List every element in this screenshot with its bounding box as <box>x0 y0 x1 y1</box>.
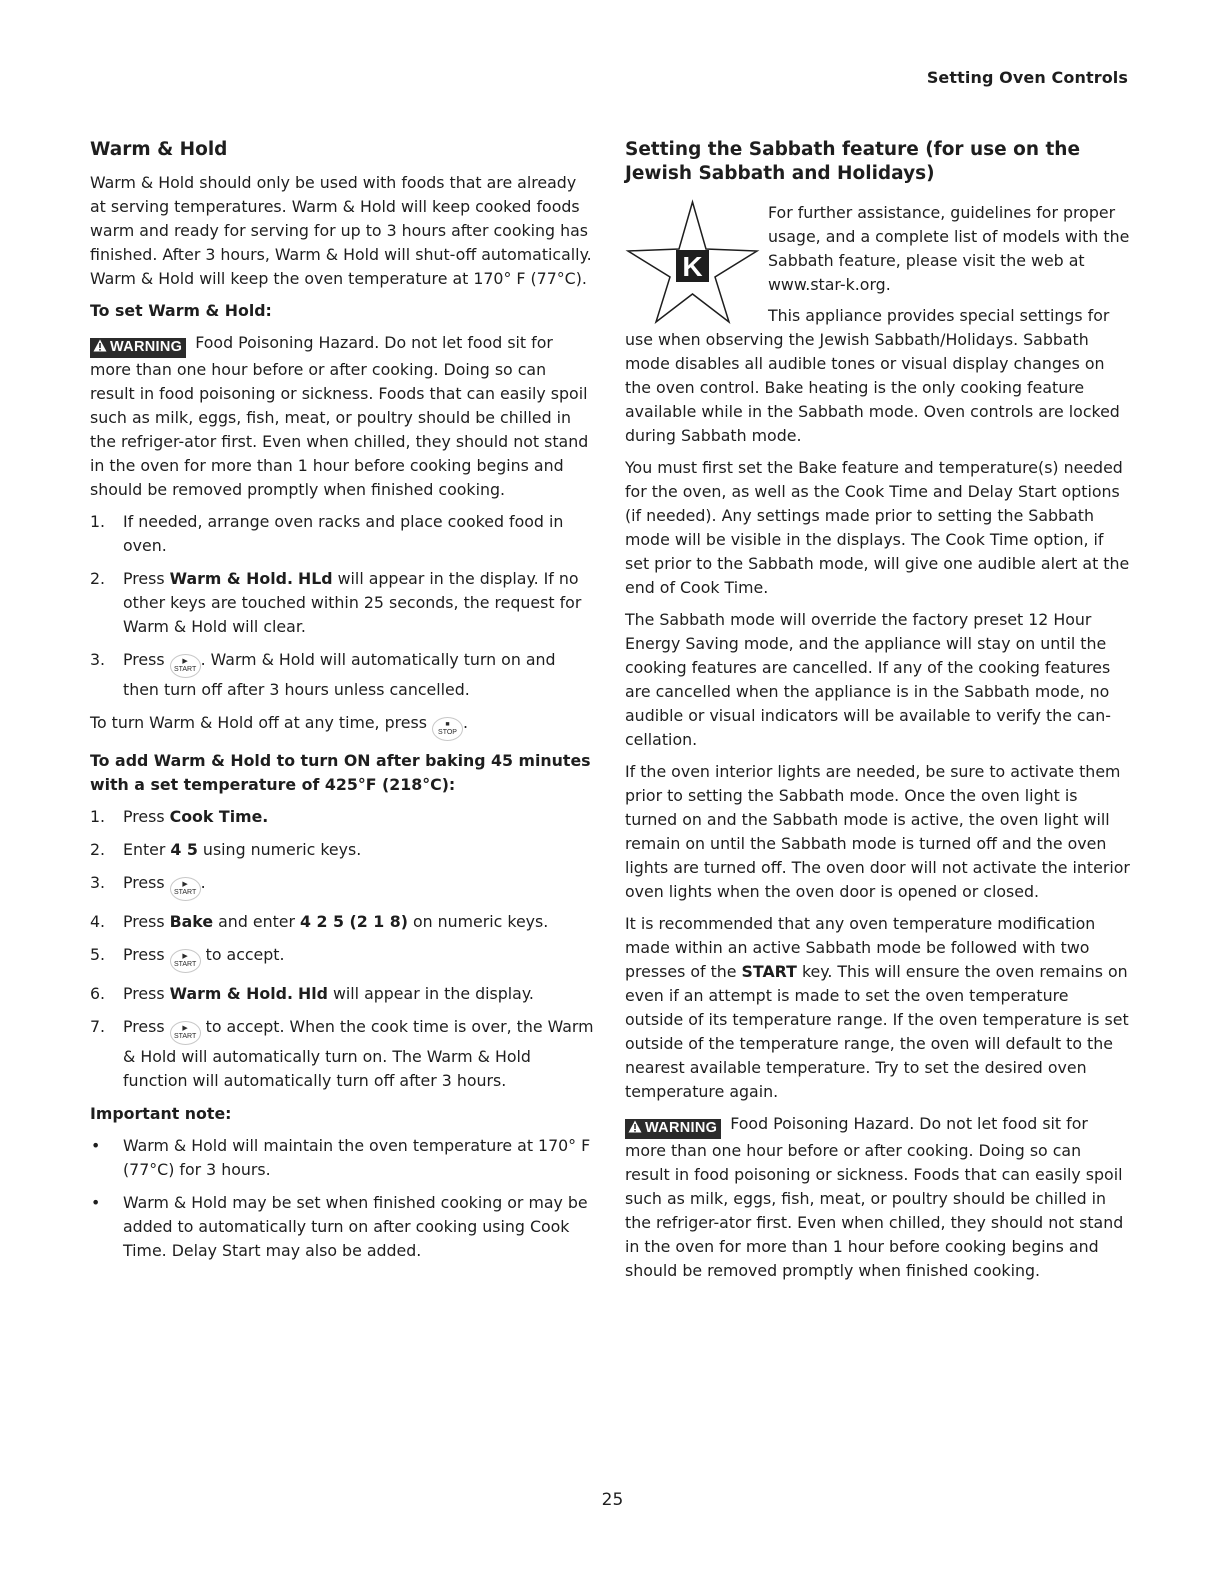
warning-triangle-icon <box>93 339 107 357</box>
step-number: 1. <box>90 512 106 531</box>
start-key-icon: ▶ START <box>170 949 201 973</box>
list-item <box>90 910 595 934</box>
note-text: Warm & Hold may be set when finished cooking or may be added to automatically turn on after cooking using Cook Time. Delay Start may also be added. <box>123 1193 588 1260</box>
display-code: Hld <box>297 984 328 1003</box>
warning-text: Food Poisoning Hazard. Do not let food sit for more than one hour before or after cooking. Doing so can result in food poisoning or sickness. Foods that can easily spoil such as milk, eggs, fish, meat, or poultry should be chilled in the refriger-ator first. Even when chilled, they should not stand in the oven for more than 1 hour before cooking begins and should be removed promptly when finished cooking. <box>90 333 589 499</box>
step-number: 3. <box>90 650 106 669</box>
cook-time-key-name: Cook Time. <box>169 807 269 826</box>
star-k-block <box>625 199 1130 304</box>
step-text: Press <box>123 873 170 892</box>
list-item <box>90 1191 595 1263</box>
list-item <box>90 1015 595 1093</box>
start-key-name: START <box>741 962 797 981</box>
step-number: 3. <box>90 873 106 892</box>
bullet-icon: • <box>91 1193 101 1212</box>
paragraph-text: It is recommended that any oven temperature modification made within an active Sabbath mode be followed with two presses of the <box>625 914 1096 981</box>
step-number: 2. <box>90 840 106 859</box>
start-key-icon: ▶ START <box>170 1021 201 1045</box>
numeric-entry: 4 2 5 (2 1 8) <box>300 912 408 931</box>
step-text: . Warm & Hold will automatically turn on and then turn off after 3 hours unless cancelled. <box>123 650 556 699</box>
step-number: 4. <box>90 912 106 931</box>
warning-triangle-icon <box>628 1120 642 1138</box>
section-header: Setting Oven Controls <box>926 68 1128 87</box>
bake-key-name: Bake <box>169 912 214 931</box>
note-text: Warm & Hold will maintain the oven temperature at 170° F (77°C) for 3 hours. <box>123 1136 591 1179</box>
step-text: will appear in the display. If no other keys are touched within 25 seconds, the request for Warm & Hold will clear. <box>123 569 582 636</box>
start-key-label: START <box>173 1033 197 1040</box>
important-note-heading: Important note: <box>90 1104 232 1123</box>
start-key-label: START <box>173 889 197 896</box>
sabbath-paragraph-2: You must first set the Bake feature and temperature(s) needed for the oven, as well as the Cook Time and Delay Start options (if needed). Any settings made prior to setting the Sabbath mode will be visible in the displays. The Cook Time option, if set prior to the Sabbath mode, will give one audible alert at the end of Cook Time. <box>625 458 1130 597</box>
warning-badge <box>625 1119 721 1139</box>
step-text: If needed, arrange oven racks and place cooked food in oven. <box>123 512 564 555</box>
star-k-logo-icon <box>625 199 760 324</box>
left-column <box>90 138 595 1272</box>
warm-hold-key-name: Warm & Hold. <box>169 984 293 1003</box>
step-text: Press <box>123 945 170 964</box>
step-number: 6. <box>90 984 106 1003</box>
warm-hold-key-name: Warm & Hold. <box>169 569 293 588</box>
right-column <box>625 138 1130 1291</box>
turn-off-instruction <box>90 711 595 741</box>
sabbath-paragraph-4: If the oven interior lights are needed, be sure to activate them prior to setting the Sabbath mode. Once the oven light is turned on and the Sabbath mode is active, the oven light will remain on until the Sabbath mode is turned off and the oven lights are turned off. The oven door will not activate the interior oven lights when the oven door is opened or closed. <box>625 762 1130 901</box>
stop-key-label: STOP <box>438 729 457 736</box>
step-text: on numeric keys. <box>407 912 549 931</box>
turn-off-end: . <box>463 713 469 732</box>
paragraph-text: key. This will ensure the oven remains on even if an attempt is made to set the oven temperature outside of its temperature range. If the oven temperature is set outside of the temperature range, the oven will default to the nearest available temperature. Try to set the desired oven temperature again. <box>625 962 1129 1101</box>
warning-label: WARNING <box>645 1120 718 1136</box>
page-number: 25 <box>601 1490 624 1510</box>
step-text: Press <box>123 569 170 588</box>
step-number: 5. <box>90 945 106 964</box>
start-key-label: START <box>173 961 197 968</box>
step-text: Press <box>123 912 170 931</box>
start-key-icon: ▶ START <box>170 654 201 678</box>
warm-hold-title: Warm & Hold <box>90 139 228 160</box>
list-item <box>90 510 595 558</box>
warning-paragraph <box>90 331 595 502</box>
step-number: 2. <box>90 569 106 588</box>
step-text: Press <box>123 1017 170 1036</box>
stop-key-icon: ■ STOP <box>432 717 463 741</box>
list-item <box>90 648 595 702</box>
numeric-entry: 4 5 <box>170 840 198 859</box>
step-text: to accept. <box>200 945 285 964</box>
step-number: 1. <box>90 807 106 826</box>
add-warm-hold-heading: To add Warm & Hold to turn ON after baking 45 minutes with a set temperature of 425°F (218°C): <box>90 751 591 794</box>
step-text: Press <box>123 650 170 669</box>
start-key-label: START <box>173 666 197 673</box>
warning-paragraph <box>625 1112 1130 1283</box>
sabbath-title: Setting the Sabbath feature (for use on the Jewish Sabbath and Holidays) <box>625 139 1081 184</box>
turn-off-text: To turn Warm & Hold off at any time, press <box>90 713 427 732</box>
warning-text: Food Poisoning Hazard. Do not let food sit for more than one hour before or after cooking. Doing so can result in food poisoning or sickness. Foods that can easily spoil such as milk, eggs, fish, meat, or poultry should be chilled in the refriger-ator first. Even when chilled, they should not stand in the oven for more than 1 hour before cooking begins and should be removed promptly when finished cooking. <box>625 1114 1124 1280</box>
bullet-icon: • <box>91 1136 101 1155</box>
star-k-letter: K <box>682 251 703 282</box>
list-item <box>90 567 595 639</box>
warning-badge <box>90 338 186 358</box>
step-text: . <box>200 873 206 892</box>
step-text: and enter <box>213 912 301 931</box>
list-item <box>90 838 595 862</box>
sabbath-paragraph-3: The Sabbath mode will override the factory preset 12 Hour Energy Saving mode, and the appliance will stay on until the cooking features are cancelled. If any of the cooking features are cancelled when the appliance is in the Sabbath mode, no audible or visual indicators will be available to verify the can-cellation. <box>625 610 1112 749</box>
step-text: Press <box>123 807 170 826</box>
warm-hold-intro: Warm & Hold should only be used with foods that are already at serving temperatures. Warm & Hold will keep cooked foods warm and ready for serving for up to 3 hours after cooking has finished. After 3 hours, Warm & Hold will shut-off automatically. Warm & Hold will keep the oven temperature at 170° F (77°C). <box>90 173 592 288</box>
sabbath-paragraph-5 <box>625 912 1130 1104</box>
start-key-icon: ▶ START <box>170 877 201 901</box>
step-text: using numeric keys. <box>197 840 362 859</box>
step-text: will appear in the display. <box>327 984 534 1003</box>
step-text: Press <box>123 984 170 1003</box>
warning-label: WARNING <box>110 339 183 355</box>
assistance-text: For further assistance, guidelines for proper usage, and a complete list of models with the Sabbath feature, please visit the web at www.star-k.org. <box>768 203 1130 294</box>
list-item <box>90 871 595 901</box>
list-item <box>90 982 595 1006</box>
list-item <box>90 1134 595 1182</box>
list-item <box>90 805 595 829</box>
step-text: to accept. When the cook time is over, the Warm & Hold will automatically turn on. The Warm & Hold function will automatically turn off after 3 hours. <box>123 1017 594 1090</box>
to-set-heading: To set Warm & Hold: <box>90 301 272 320</box>
list-item <box>90 943 595 973</box>
sabbath-paragraph-1: This appliance provides special settings for use when observing the Jewish Sabbath/Holidays. Sabbath mode disables all audible tones or visual display changes on the oven control. Bake heating is the only cooking feature available while in the Sabbath mode. Oven controls are locked during Sabbath mode. <box>625 306 1120 445</box>
step-number: 7. <box>90 1017 106 1036</box>
display-code: HLd <box>297 569 333 588</box>
step-text: Enter <box>123 840 171 859</box>
